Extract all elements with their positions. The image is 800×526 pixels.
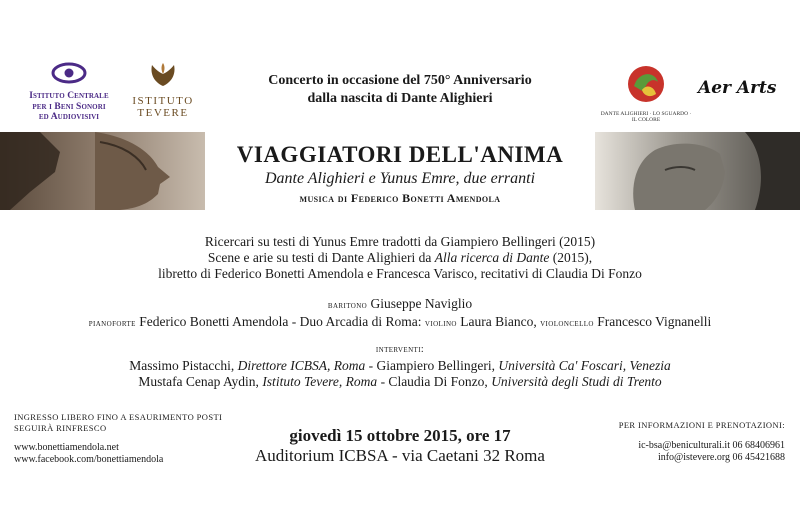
icbsa-line-2: per i Beni Sonori [32, 101, 106, 112]
concert-title: VIAGGIATORI DELL'ANIMA [236, 142, 564, 167]
tevere-line-2: TEVERE [137, 107, 189, 119]
composer-name: Federico Bonetti Amendola [350, 191, 501, 205]
speaker-2: - Giampiero Bellingeri, [365, 358, 499, 373]
entry-note [14, 412, 244, 434]
program-line-1: Ricercari su testi di Yunus Emre tradotti da Giampiero Bellingeri (2015) [204, 234, 596, 249]
event-date: giovedì 15 ottobre 2015, ore 17 [289, 426, 511, 445]
interventi-row-2 [20, 374, 780, 390]
violoncello-name: Francesco Vignanelli [593, 314, 712, 329]
ensemble-line [20, 314, 780, 332]
speaker-4-role: Università degli Studi di Trento [491, 374, 662, 389]
interventi-block [20, 342, 780, 390]
eye-icon [51, 62, 87, 84]
contact-tevere[interactable]: info@istevere.org 06 45421688 [657, 452, 785, 463]
program-work-title: Alla ricerca di Dante [434, 250, 550, 265]
program-line-3: libretto di Federico Bonetti Amendola e Francesca Varisco, recitativi di Claudia Di Fonzo [158, 266, 642, 281]
baritono-line [20, 296, 780, 314]
header-line-2: dalla nascita di Dante Alighieri [307, 91, 493, 106]
program-line-2 [20, 250, 780, 266]
dante-profile-image [0, 132, 205, 210]
speaker-2-role: Università Ca' Foscari, Venezia [498, 358, 671, 373]
dante-portrait-icon [624, 64, 668, 104]
program-line-2c: (2015), [549, 250, 593, 265]
dante-logo-text: DANTE ALIGHIERI · LO SGUARDO · IL COLORE [600, 111, 692, 123]
web-links [14, 442, 244, 466]
event-venue: Auditorium ICBSA - via Caetani 32 Roma [255, 446, 545, 465]
program-line-2a: Scene e arie su testi di Dante Alighieri da [207, 250, 435, 265]
musica-label: musica di [299, 191, 348, 205]
tevere-logo [128, 62, 198, 119]
icbsa-line-1: Istituto Centrale [29, 91, 109, 101]
piano-label: pianoforte [88, 318, 136, 329]
header-line-1: Concerto in occasione del 750° Anniversario [268, 73, 532, 88]
contacts [560, 440, 785, 464]
violino-label: violino [424, 318, 457, 329]
piano-text: Federico Bonetti Amendola - Duo Arcadia di Roma: [135, 314, 425, 329]
concert-subtitle: Dante Alighieri e Yunus Emre, due erranti [264, 170, 536, 187]
entry-note-line-1: INGRESSO LIBERO FINO A ESAURIMENTO POSTI [14, 412, 223, 422]
speaker-1: Massimo Pistacchi, [129, 358, 238, 373]
composer-credit [205, 191, 595, 206]
violino-name: Laura Bianco, [456, 314, 541, 329]
yunus-emre-icon [595, 132, 800, 210]
aer-arts-logo: Aer Arts [698, 78, 777, 98]
info-label: PER INFORMAZIONI E PRENOTAZIONI: [618, 420, 785, 430]
entry-note-line-2: SEGUIRÀ RINFRESCO [14, 423, 107, 433]
icbsa-line-3: ed Audiovisivi [38, 112, 100, 122]
baritono-label: baritono [327, 300, 368, 311]
tevere-line-1: ISTITUTO [132, 95, 194, 107]
icbsa-logo [14, 62, 124, 123]
interventi-label: interventi: [375, 344, 425, 355]
contact-icbsa[interactable]: ic-bsa@beniculturali.it 06 68406961 [638, 440, 785, 451]
violoncello-label: violoncello [540, 318, 594, 329]
dante-profile-icon [0, 132, 205, 210]
facebook-link[interactable]: www.facebook.com/bonettiamendola [14, 454, 164, 465]
speaker-3: Mustafa Cenap Aydin, [138, 374, 263, 389]
yunus-emre-image [595, 132, 800, 210]
event-header [220, 72, 580, 108]
performers-block [20, 296, 780, 332]
dante-logo [598, 64, 694, 123]
speaker-1-role: Direttore ICBSA, Roma [237, 358, 366, 373]
program-block [20, 234, 780, 282]
website-link[interactable]: www.bonettiamendola.net [14, 442, 119, 453]
tulip-icon [146, 62, 180, 88]
speaker-3-role: Istituto Tevere, Roma [262, 374, 378, 389]
interventi-row-1 [20, 358, 780, 374]
speaker-4: - Claudia Di Fonzo, [377, 374, 492, 389]
baritono-name: Giuseppe Naviglio [367, 296, 473, 311]
